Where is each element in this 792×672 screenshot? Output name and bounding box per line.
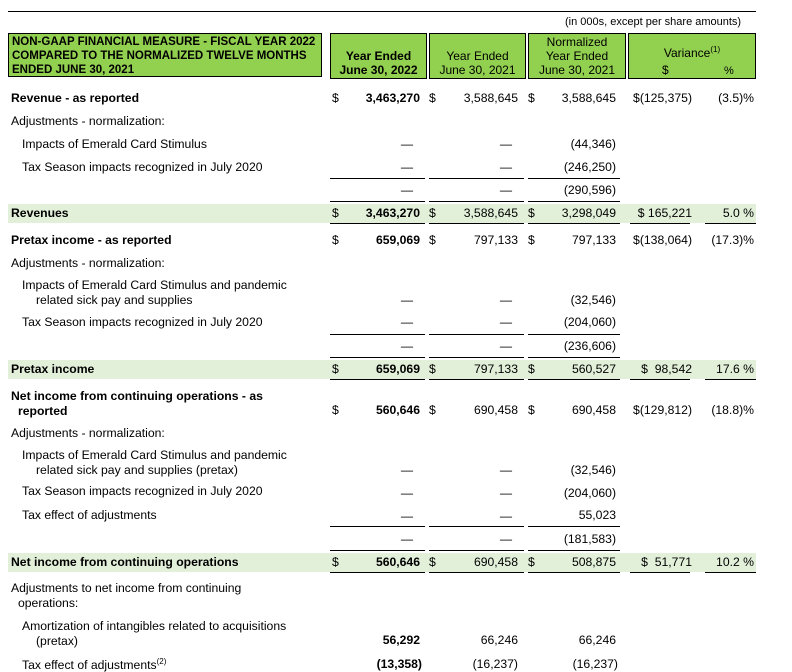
dollar-sign: $ — [528, 91, 535, 105]
dash: — — [499, 339, 512, 353]
dash: — — [499, 183, 512, 197]
total-rule — [630, 379, 690, 380]
top-rule — [8, 11, 756, 12]
header-col-fy2022: Year Ended June 30, 2022 — [330, 33, 427, 79]
dash: — — [499, 532, 512, 546]
row-label: Impacts of Emerald Card Stimulus and pandemic — [22, 448, 287, 462]
value-normalized: 55,023 — [578, 508, 616, 522]
row-label: Pretax income — [11, 362, 95, 376]
value-normalized: (290,596) — [563, 183, 616, 197]
dollar-sign: $ — [332, 555, 339, 569]
value-normalized: 560,527 — [571, 362, 616, 376]
value-normalized: (32,546) — [570, 463, 616, 477]
dollar-sign: $ — [332, 233, 339, 247]
header-col-normalized: Normalized Year Ended June 30, 2021 — [528, 33, 626, 79]
dollar-sign: $ — [429, 233, 436, 247]
row-label: Adjustments - normalization: — [11, 256, 165, 270]
dollar-sign: $ — [528, 206, 535, 220]
dollar-sign: $ — [528, 403, 535, 417]
total-rule — [630, 223, 690, 224]
dash: — — [400, 486, 413, 500]
value-fy2022: 3,463,270 — [365, 206, 420, 220]
dash: — — [499, 486, 512, 500]
total-rule — [630, 572, 690, 573]
value-normalized: (246,250) — [563, 160, 616, 174]
header-col-fy2021: Year Ended June 30, 2021 — [429, 33, 526, 79]
row-label: Adjustments - normalization: — [11, 426, 165, 440]
total-rule — [330, 379, 425, 380]
dollar-sign: $ — [429, 206, 436, 220]
dash: — — [400, 463, 413, 477]
subtotal-rule — [528, 526, 620, 527]
subtotal-rule — [429, 357, 524, 358]
value-fy2021: 66,246 — [480, 633, 518, 647]
row-label: Tax Season impacts recognized in July 2020 — [22, 315, 263, 329]
value-normalized: (236,606) — [563, 339, 616, 353]
dash: — — [400, 532, 413, 546]
total-rule — [528, 223, 620, 224]
value-fy2021: 690,458 — [473, 555, 518, 569]
total-rule — [429, 379, 524, 380]
dollar-sign: $ — [429, 91, 436, 105]
row-label: Amortization of intangibles related to acquisitions — [22, 619, 287, 633]
dash: — — [499, 293, 512, 307]
total-rule — [330, 572, 425, 573]
value-fy2022: 659,069 — [375, 233, 420, 247]
header-col-variance: Variance$^{(1)}$ $ % — [628, 33, 756, 79]
dash: — — [400, 293, 413, 307]
dash: — — [400, 160, 413, 174]
dollar-sign: $ — [332, 362, 339, 376]
total-rule — [429, 223, 524, 224]
variance-percent: 17.6 % — [716, 362, 754, 376]
subtotal-rule — [528, 201, 620, 202]
subtotal-rule — [429, 178, 524, 179]
variance-percent: (18.8)% — [711, 403, 754, 417]
subtotal-rule — [429, 334, 524, 335]
value-normalized: (44,346) — [570, 137, 616, 151]
value-normalized: (16,237) — [572, 657, 618, 671]
row-label: Tax effect of adjustments$^{(2)}$ — [22, 657, 167, 672]
value-fy2022: 56,292 — [382, 633, 420, 647]
subtotal-rule — [528, 334, 620, 335]
total-rule — [705, 223, 756, 224]
dash: — — [400, 509, 413, 523]
subtotal-rule — [528, 550, 620, 551]
dash: — — [400, 137, 413, 151]
value-fy2021: 3,588,645 — [463, 91, 518, 105]
row-label: Pretax income - as reported — [11, 233, 172, 247]
row-label: Revenues — [11, 206, 69, 220]
row-label: Adjustments - normalization: — [11, 114, 165, 128]
total-rule — [330, 223, 425, 224]
dash: — — [499, 315, 512, 329]
value-normalized: 3,588,645 — [561, 91, 616, 105]
value-normalized: 690,458 — [571, 403, 616, 417]
value-fy2022: 3,463,270 — [365, 91, 420, 105]
value-fy2022: (13,358) — [376, 657, 422, 671]
variance-dollar: $(138,064) — [633, 233, 692, 247]
value-normalized: (181,583) — [563, 532, 616, 546]
variance-percent: 5.0 % — [722, 206, 754, 220]
value-normalized: 3,298,049 — [561, 206, 616, 220]
units-note: (in 000s, except per share amounts) — [565, 16, 742, 28]
subtotal-rule — [330, 357, 425, 358]
dash: — — [499, 137, 512, 151]
subtotal-rule — [429, 201, 524, 202]
subtotal-rule — [528, 178, 620, 179]
dash: — — [400, 183, 413, 197]
total-rule — [528, 379, 620, 380]
subtotal-rule — [330, 550, 425, 551]
subtotal-rule — [429, 550, 524, 551]
value-normalized: 508,875 — [571, 555, 616, 569]
row-label-cont: reported — [18, 404, 68, 418]
dollar-sign: $ — [332, 91, 339, 105]
subtotal-rule — [330, 334, 425, 335]
total-rule — [429, 572, 524, 573]
row-label: Tax effect of adjustments — [22, 508, 157, 522]
total-rule — [705, 379, 756, 380]
row-label: Net income from continuing operations - as — [11, 389, 263, 403]
value-normalized: 66,246 — [578, 633, 616, 647]
variance-percent: 10.2 % — [716, 555, 754, 569]
total-rule — [528, 572, 620, 573]
dash: — — [400, 339, 413, 353]
dash: — — [499, 509, 512, 523]
dollar-sign: $ — [429, 403, 436, 417]
row-label-cont: related sick pay and supplies — [36, 293, 193, 307]
value-normalized: (32,546) — [570, 293, 616, 307]
row-label: Impacts of Emerald Card Stimulus and pandemic — [22, 278, 287, 292]
dollar-sign: $ — [332, 403, 339, 417]
value-fy2021: 797,133 — [473, 362, 518, 376]
subtotal-rule — [330, 201, 425, 202]
variance-percent: (3.5)% — [718, 91, 754, 105]
row-label: Tax Season impacts recognized in July 2020 — [22, 484, 263, 498]
row-label-cont: related sick pay and supplies (pretax) — [36, 463, 238, 477]
value-normalized: (204,060) — [563, 486, 616, 500]
variance-dollar: $ 165,221 — [637, 206, 692, 220]
value-fy2021: 3,588,645 — [463, 206, 518, 220]
dollar-sign: $ — [528, 555, 535, 569]
variance-dollar: $(129,812) — [633, 403, 692, 417]
total-rule — [705, 572, 756, 573]
subtotal-rule — [330, 526, 425, 527]
dollar-sign: $ — [332, 206, 339, 220]
dash: — — [400, 315, 413, 329]
row-label: Adjustments to net income from continuing — [11, 581, 242, 595]
value-fy2021: (16,237) — [472, 657, 518, 671]
value-fy2022: 560,646 — [375, 555, 420, 569]
row-label: Net income from continuing operations — [11, 555, 239, 569]
subtotal-rule — [528, 357, 620, 358]
variance-percent: (17.3)% — [711, 233, 754, 247]
row-label: Impacts of Emerald Card Stimulus — [22, 137, 207, 151]
dollar-sign: $ — [528, 362, 535, 376]
value-fy2022: 659,069 — [375, 362, 420, 376]
variance-dollar: $(125,375) — [633, 91, 692, 105]
row-label: Revenue - as reported — [11, 91, 140, 105]
value-normalized: (204,060) — [563, 315, 616, 329]
row-label: Tax Season impacts recognized in July 2020 — [22, 160, 263, 174]
dollar-sign: $ — [429, 555, 436, 569]
variance-dollar: $ 98,542 — [641, 362, 692, 376]
variance-dollar: $ 51,771 — [641, 555, 692, 569]
value-fy2021: 690,458 — [473, 403, 518, 417]
row-label-cont: operations: — [18, 596, 79, 610]
subtotal-rule — [429, 526, 524, 527]
table-title: NON-GAAP FINANCIAL MEASURE - FISCAL YEAR 2022 COMPARED TO THE NORMALIZED TWELVE MONTHS ENDED JUNE 30, 2021 — [8, 33, 322, 77]
dollar-sign: $ — [429, 362, 436, 376]
subtotal-rule — [330, 178, 425, 179]
dash: — — [499, 160, 512, 174]
value-fy2022: 560,646 — [375, 403, 420, 417]
dollar-sign: $ — [528, 233, 535, 247]
row-label-cont: (pretax) — [36, 634, 78, 648]
dash: — — [499, 463, 512, 477]
value-normalized: 797,133 — [571, 233, 616, 247]
value-fy2021: 797,133 — [473, 233, 518, 247]
